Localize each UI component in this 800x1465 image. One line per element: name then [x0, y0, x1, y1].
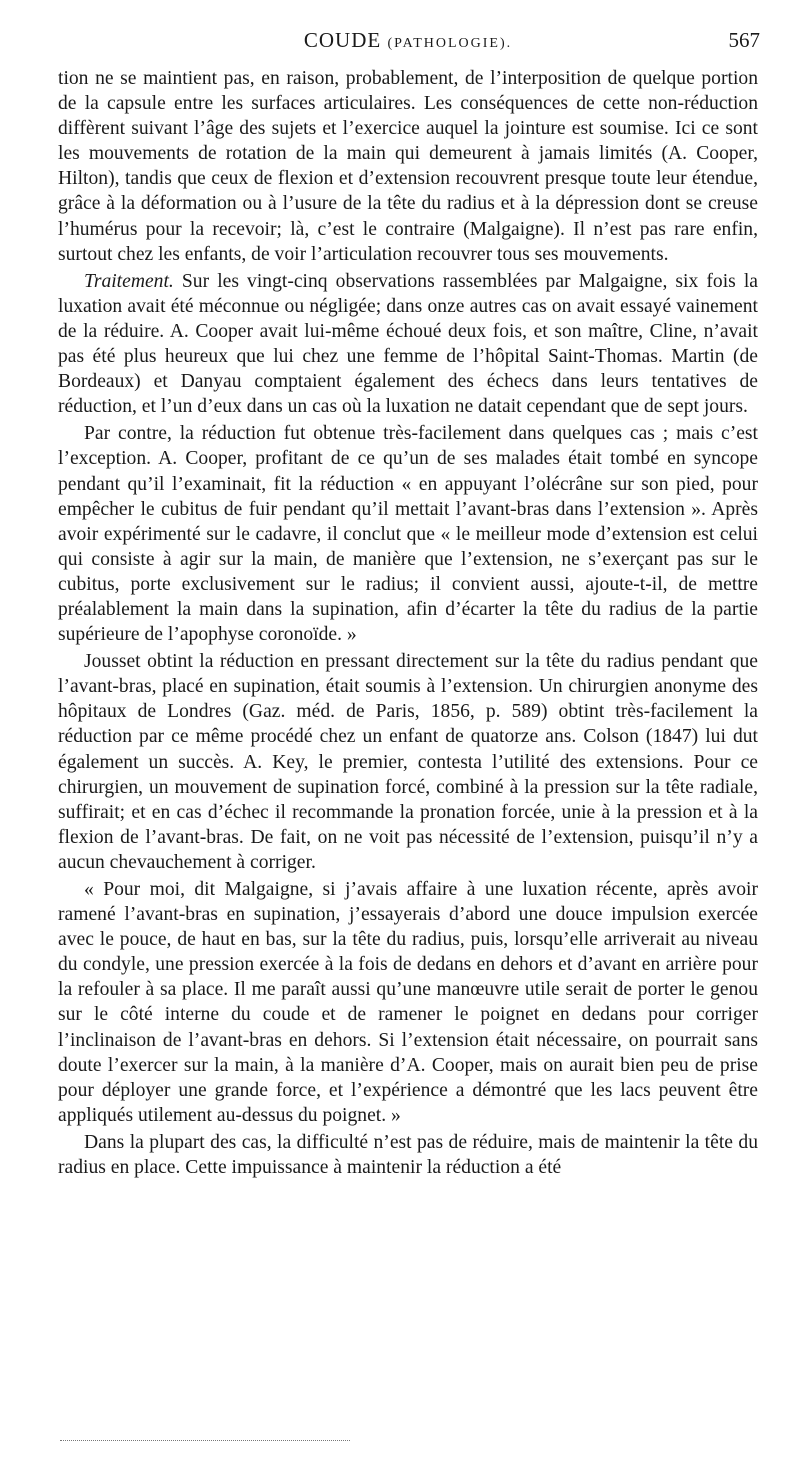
paragraph-3 [58, 421, 758, 647]
paragraph-2 [58, 269, 758, 420]
paragraph-6 [58, 1130, 758, 1180]
paragraph-text: « Pour moi, dit Malgaigne, si j’avais affaire à une luxation récente, après avoir ramené l’avant-bras en supination, j’essayerais d’abord une douce impulsion exercée avec le pouce, de haut en bas, sur la tête du radius, puis, lorsqu’elle arriverait au niveau du condyle, une pression exercée à la fois de dedans en dehors et d’avant en arrière pour la refouler à sa place. Il me paraît aussi qu’une manœuvre utile serait de porter le genou sur le côté interne du coude et de ramener le poignet en dedans pour corriger l’inclinaison de l’avant-bras en dehors. Si l’extension était nécessaire, on pourrait sans doute l’exercer sur la main, à la manière d’A. Cooper, mais on aurait bien peu de prise pour déployer une grande force, et l’expérience a démontré que les lacs peuvent être appliqués utilement au-dessus du poignet. » [58, 879, 758, 1126]
header-title: COUDE [303, 28, 382, 52]
paragraph-4 [58, 649, 758, 875]
paragraph-text: Sur les vingt-cinq observations rassemblées par Malgaigne, six fois la luxation avait été méconnue ou négligée; dans onze autres cas on avait essayé vainement de la réduire. A. Cooper avait lui-même échoué deux fois, et son maître, Cline, n’avait pas été plus heureux que lui chez une femme de l’hôpital Saint-Thomas. Martin (de Bordeaux) et Danyau comptaient également des échecs dans leurs tentatives de réduction, et l’un d’eux dans un cas où la luxation ne datait cependant que de sept jours. [58, 270, 758, 418]
paragraph-5 [58, 877, 758, 1128]
page-number: 567 [728, 28, 760, 52]
paragraph-text: Jousset obtint la réduction en pressant directement sur la tête du radius pendant que l’avant-bras, placé en supination, était soumis à l’extension. Un chirurgien anonyme des hôpitaux de Londres (Gaz. méd. de Paris, 1856, p. 589) obtint très-facilement la réduction par ce même procédé chez un enfant de quatorze ans. Colson (1847) lui dut également un succès. A. Key, le premier, contesta l’utilité des extensions. Pour ce chirurgien, un mouvement de supination forcé, combiné à la pression sur la tête radiale, suffirait; et en cas d’échec il recommande la pronation forcée, unie à la pression et à la flexion de l’avant-bras. De fait, on ne voit pas nécessité de l’extension, puisqu’il n’y a aucun chevauchement à corriger. [58, 651, 758, 873]
section-lead-traitement: Traitement. [84, 270, 174, 292]
paragraph-text: Par contre, la réduction fut obtenue très-facilement dans quelques cas ; mais c’est l’exception. A. Cooper, profitant de ce qu’un de ses malades était tombé en syncope pendant qu’il l’examinait, fit la réduction « en appuyant l’olécrâne sur son pied, pour empêcher le cubitus de fuir pendant qu’il mettait l’avant-bras dans l’extension ». Après avoir expérimenté sur le cadavre, il conclut que « le meilleur mode d’extension est celui qui consiste à agir sur la main, de manière que l’extension, ne s’exerçant pas sur le cubitus, porte exclusivement sur le radius; il convient aussi, ajoute-t-il, de mettre préalablement la main dans la supination, afin d’écarter la tête du radius de la partie supérieure de l’apophyse coronoïde. » [58, 423, 758, 646]
body-text [58, 66, 758, 1180]
paragraph-text: Dans la plupart des cas, la difficulté n’est pas de réduire, mais de maintenir la tête du radius en place. Cette impuissance à maintenir la réduction a été [58, 1131, 758, 1179]
header-subtitle: (PATHOLOGIE). [387, 36, 513, 51]
paragraph-1 [58, 66, 758, 267]
running-head [56, 28, 760, 56]
paragraph-text: tion ne se maintient pas, en raison, probablement, de l’interposition de quelque portion de la capsule entre les surfaces articulaires. Les conséquences de cette non-réduction diffèrent suivant l’âge des sujets et l’exercice auquel la jointure est soumise. Ici ce sont les mouvements de rotation de la main qui demeurent à jamais limités (A. Cooper, Hilton), tandis que ceux de flexion et d’extension recouvrent presque toute leur étendue, grâce à la déformation ou à l’usure de la tête du radius et à la dépression dont se creuse l’humérus pour la recevoir; là, c’est le contraire (Malgaigne). Il n’est pas rare enfin, surtout chez les enfants, de voir l’articulation recouvrer tous ses mouvements. [58, 68, 758, 265]
running-title [56, 28, 760, 53]
footer-dotted-rule [60, 1440, 350, 1441]
